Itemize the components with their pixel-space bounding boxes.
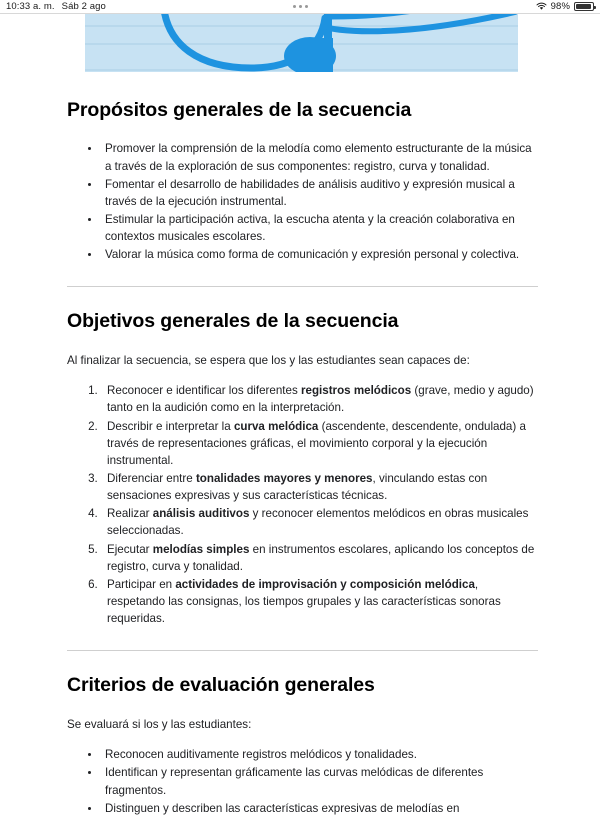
status-bar-left — [0, 1, 106, 12]
more-dots-icon — [293, 5, 308, 8]
melodic-curve-illustration — [85, 14, 518, 72]
section-propositos — [67, 72, 538, 263]
list-item: 2. Describir e interpretar la curva melódica (ascendente, descendente, ondulada) a través de representaciones gráficas, el movimiento corporal y la ejecución instrumental. — [101, 418, 538, 469]
list-item: 1. Reconocer e identificar los diferentes registros melódicos (grave, medio y agudo) tanto en la audición como en la interpretación. — [101, 382, 538, 416]
status-time: 10:33 a. m. — [6, 1, 55, 12]
section-criterios — [67, 673, 538, 816]
section-title-criterios: Criterios de evaluación generales — [67, 674, 375, 697]
list-item: • Estimular la participación activa, la escucha atenta y la creación colaborativa en contextos musicales escolares. — [101, 211, 538, 245]
list-item: 3. Diferenciar entre tonalidades mayores y menores, vinculando estas con sensaciones expresivas y sus características técnicas. — [101, 470, 538, 504]
list-item: • Fomentar el desarrollo de habilidades de análisis auditivo y expresión musical a través de la ejecución instrumental. — [101, 176, 538, 210]
criterios-lead: Se evaluará si los y las estudiantes: — [67, 717, 252, 731]
status-bar — [0, 0, 600, 14]
document-content — [0, 72, 600, 817]
list-item: • Promover la comprensión de la melodía como elemento estructurante de la música a través de la exploración de sus componentes: registro, curva y tonalidad. — [101, 140, 538, 174]
section-title-propositos: Propósitos generales de la secuencia — [67, 99, 412, 121]
list-item: 5. Ejecutar melodías simples en instrumentos escolares, aplicando los conceptos de registro, curva y tonalidad. — [101, 541, 538, 575]
status-bar-right — [536, 1, 600, 12]
objetivos-lead: Al finalizar la secuencia, se espera que los y las estudiantes sean capaces de: — [67, 353, 470, 367]
section-objetivos — [67, 309, 538, 627]
status-date: Sáb 2 ago — [61, 1, 106, 12]
wifi-icon — [536, 2, 547, 11]
document-body — [0, 14, 600, 817]
objetivos-list — [67, 382, 538, 627]
list-item: 6. Participar en actividades de improvisación y composición melódica, respetando las consignas, los tiempos grupales y las características sonoras requeridas. — [101, 576, 538, 627]
criterios-list — [67, 746, 538, 817]
propositos-list — [67, 140, 538, 263]
list-item: • Identifican y representan gráficamente las curvas melódicas de diferentes fragmentos. — [101, 764, 538, 798]
section-title-objetivos: Objetivos generales de la secuencia — [67, 310, 399, 333]
battery-percent-label: 98% — [550, 1, 570, 12]
list-item: • Valorar la música como forma de comunicación y expresión personal y colectiva. — [101, 246, 538, 263]
list-item: • Distinguen y describen las características expresivas de melodías en — [101, 800, 538, 817]
list-item: 4. Realizar análisis auditivos y reconocer elementos melódicos en obras musicales seleccionadas. — [101, 505, 538, 539]
battery-icon — [574, 2, 594, 11]
list-item: • Reconocen auditivamente registros melódicos y tonalidades. — [101, 746, 538, 763]
